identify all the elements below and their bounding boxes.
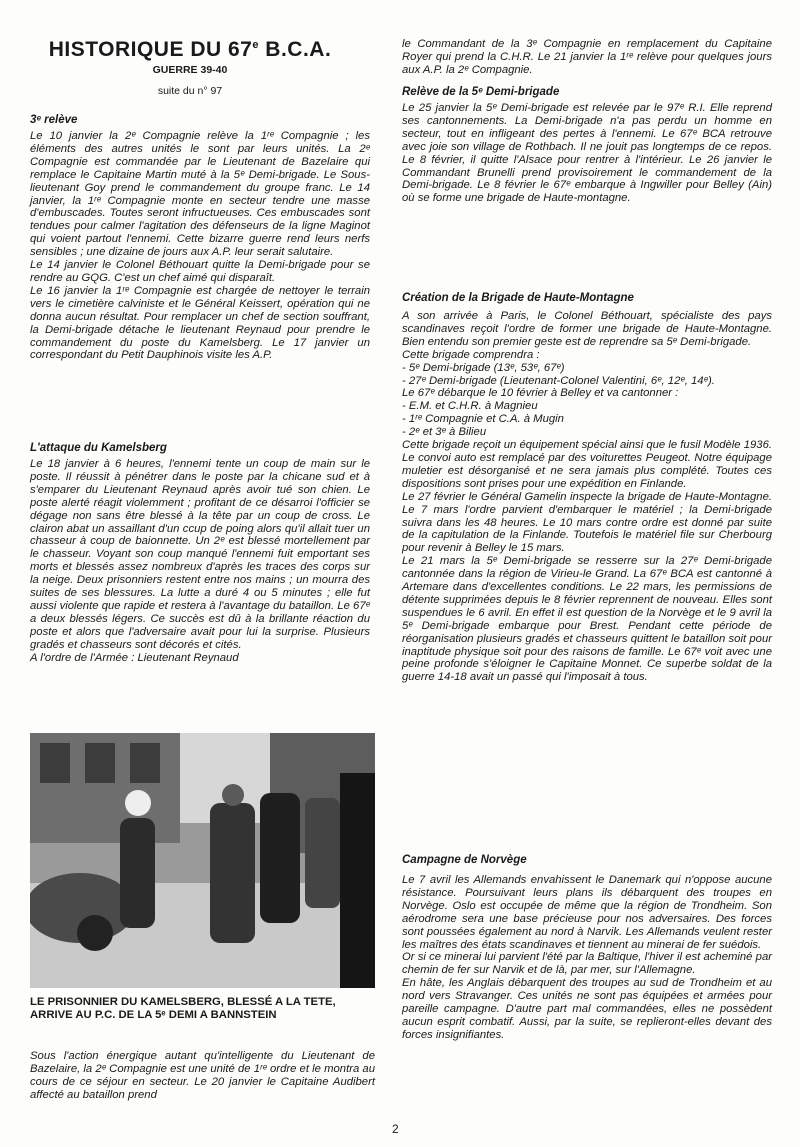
section-text-kamelsberg: Le 18 janvier à 6 heures, l'ennemi tente un coup de main sur le poste. Il réussit à pénétrer dans le poste par la chicane sud et à s'emparer du Lieutenant Reynaud après avoir tué son chien. Le poste alerté réagit violemment ; profitant de ce désarroi l'officier se dégage non sans être blessé à la tête par un coup de cross. Le clairon abat un assaillant d'un ccup de poing alors qu'il allait tuer un chasseur à coup de baionnette. Un 2ᵉ est blessé mortellement par le chasseur. Voyant son coup manqué l'ennemi fuit emportant ses morts et blessés assez nombreux d'après les traces des corps sur la neige. Deux prisonniers restent entre nos mains ; un mourra des suites de ses blessures. La lutte a duré 4 ou 5 minutes ; elle fut aussi violente que rapide et restera à l'avantage du bataillon. Le 67ᵉ a deux blessés légers. Ce succès est dû à la brillante réaction du poste et alors que l'adversaire avait pour lui la surprise. Plusieurs gradés et chasseurs sont décorés et cités. A l'ordre de l'Armée : Lieutenant Reynaud [30, 458, 370, 664]
issue-reference: suite du n° 97 [157, 85, 223, 97]
section-title-releve: 3ᵉ relève [30, 114, 78, 126]
page-subtitle: GUERRE 39-40 [152, 64, 228, 76]
section-text-releve: Le 10 janvier la 2ᵉ Compagnie relève la 1ʳᵉ Compagnie ; les éléments des autres unités le sont par leurs unités. La 2ᵉ Compagnie est commandée par le Lieutenant de Bazelaire qui remplace le Capitaine Martin muté à la 5ᵉ Demi-brigade. Le Sous-lieutenant Goy prend le commandement du groupe franc. Le 14 janvier, la 1ʳᵉ Compagnie monte en secteur tendre une masse d'embuscades. Toutes seront infructueuses. Ces embuscades sont tendues pour calmer l'agitation des défenseurs de la ligne Maginot qui voient partout l'ennemi. Cette bizarre guerre rend leurs nerfs sensibles ; une dizaine de jours aux A.P. leur serait salutaire. Le 14 janvier le Colonel Béthouart quitte la Demi-brigade pour se rendre au GQG. C'est un chef aimé qui disparaît. Le 16 janvier la 1ʳᵉ Compagnie est chargée de nettoyer le terrain vers le cimetière calviniste et le Général Keissert, opération qui ne donna aucun résultat. Pour remplacer un chef de section souffrant, la Demi-brigade détache le lieutenant Reynaud pour prendre le commandement du poste du Kamelsberg. Le 17 janvier un correspondant du Petit Dauphinois visite les A.P. [30, 130, 370, 362]
photo-caption: LE PRISONNIER DU KAMELSBERG, BLESSÉ A LA TETE, ARRIVE AU P.C. DE LA 5ᵉ DEMI A BANNSTEIN [30, 996, 336, 1021]
section-text-norvege: Le 7 avril les Allemands envahissent le Danemark qui n'oppose aucune résistance. Poursuivant leurs plans ils débarquent des troupes en Norvège. Oslo est occupée de même que la région de Trondheim. Son aérodrome sera une base précieuse pour nos adversaires. Des forces sont poussées également au nord à Narvik. Les Allemands veulent rester les maîtres des états scandinaves et tiennent au minerai de fer suédois. Or si ce minerai lui parvient l'été par la Baltique, l'hiver il est acheminé par chemin de fer sur Narvik et de là, par mer, sur l'Allemagne. En hâte, les Anglais débarquent des troupes au sud de Trondheim et au nord vers Stravanger. Ces unités ne sont pas équipées et armées pour pareille campagne. D'autre part mal commandées, elles ne possèdent aucun esprit combatif. Aussi, par la suite, se replieront-elles devant des forces insignifiantes. [402, 874, 772, 1041]
photograph-prisoner [30, 733, 375, 988]
section-title-kamelsberg: L'attaque du Kamelsberg [30, 442, 167, 454]
page-number: 2 [392, 1122, 399, 1136]
section-text-releve-demi-brigade: Le 25 janvier la 5ᵉ Demi-brigade est relevée par le 97ᵉ R.I. Elle reprend ses cantonnements. La Demi-brigade n'a pas perdu un homme en secteur, tout en infligeant des pertes à l'ennemi. Le 67ᵉ BCA retrouve avec joie son village de Rothbach. Il ne jouit pas longtemps de ce repos. Le 8 février, il quitte l'Alsace pour rentrer à l'intérieur. Le 26 janvier le Commandant Brunelli prend provisoirement le commandement de la Demi-brigade. Le 8 février le 67ᵉ embarque à Ingwiller pour Belley (Ain) où se forme une brigade de Haute-montagne. [402, 102, 772, 205]
section-title-releve-demi-brigade: Relève de la 5ᵉ Demi-brigade [402, 86, 560, 98]
photo-illustration [30, 733, 375, 988]
section-title-norvege: Campagne de Norvège [402, 854, 527, 866]
section-title-brigade-haute-montagne: Création de la Brigade de Haute-Montagne [402, 292, 634, 304]
continued-paragraph: le Commandant de la 3ᵉ Compagnie en remplacement du Capitaine Royer qui prend la C.H.R. Le 21 janvier la 1ʳᵉ relève pour quelques jours aux A.P. la 2ᵉ Compagnie. [402, 38, 772, 76]
page-title: HISTORIQUE DU 67e B.C.A. [48, 38, 332, 61]
section-text-brigade-haute-montagne: A son arrivée à Paris, le Colonel Béthouart, spécialiste des pays scandinaves reçoit l'ordre de former une brigade de Haute-Montagne. Bien entendu son premier geste est de reprendre sa 5ᵉ Demi-brigade. Cette brigade comprendra : - 5ᵉ Demi-brigade (13ᵉ, 53ᵉ, 67ᵉ) - 27ᵉ Demi-brigade (Lieutenant-Colonel Valentini, 6ᵉ, 12ᵉ, 14ᵉ). Le 67ᵉ débarque le 10 février à Belley et va cantonner : - E.M. et C.H.R. à Magnieu - 1ʳᵉ Compagnie et C.A. à Mugin - 2ᵉ et 3ᵉ à Bilieu Cette brigade reçoit un équipement spécial ainsi que le fusil Modèle 1936. Le convoi auto est remplacé par des voiturettes Peugeot. Notre équipage muletier est désorganisé et ne sera jamais plus complété. Toutes ces dispositions sont prises pour une expédition en Finlande. Le 27 février le Général Gamelin inspecte la brigade de Haute-Montagne. Le 7 mars l'ordre parvient d'embarquer le matériel ; la Demi-brigade suivra dans les 48 heures. Le 10 mars contre ordre est donné par suite de la capitulation de la Finlande. Toutefois le matériel file sur Cherbourg pour revenir à Belley le 15 mars. Le 21 mars la 5ᵉ Demi-brigade se resserre sur la 27ᵉ Demi-brigade cantonnée dans la région de Virieu-le Grand. La 67ᵉ BCA est cantonné à Artemare dans d'excellentes conditions. Le 22 mars, les permissions de détente supprimées depuis le 8 février reprennent de nouveau. Elles sont suspendues le 6 avril. En effet il est question de la Norvège et le 9 avril la 5ᵉ Demi-brigade embarque pour Brest. Pendant cette période de réorganisation plusieurs gradés et chasseurs quittent le bataillon soit pour inaptitude physique soit pour des raisons de famille. Le 67ᵉ voit avec une peine profonde s'éloigner le Capitaine Monnet. Ce superbe soldat de la guerre 14-18 avait un passé qui l'imposait à tous. [402, 310, 772, 684]
bottom-paragraph: Sous l'action énergique autant qu'intelligente du Lieutenant de Bazelaire, la 2ᵉ Compagnie est une unité de 1ʳᵉ ordre et le montra au cours de ce séjour en secteur. Le 20 janvier le Capitaine Audibert affecté au bataillon prend [30, 1050, 375, 1101]
